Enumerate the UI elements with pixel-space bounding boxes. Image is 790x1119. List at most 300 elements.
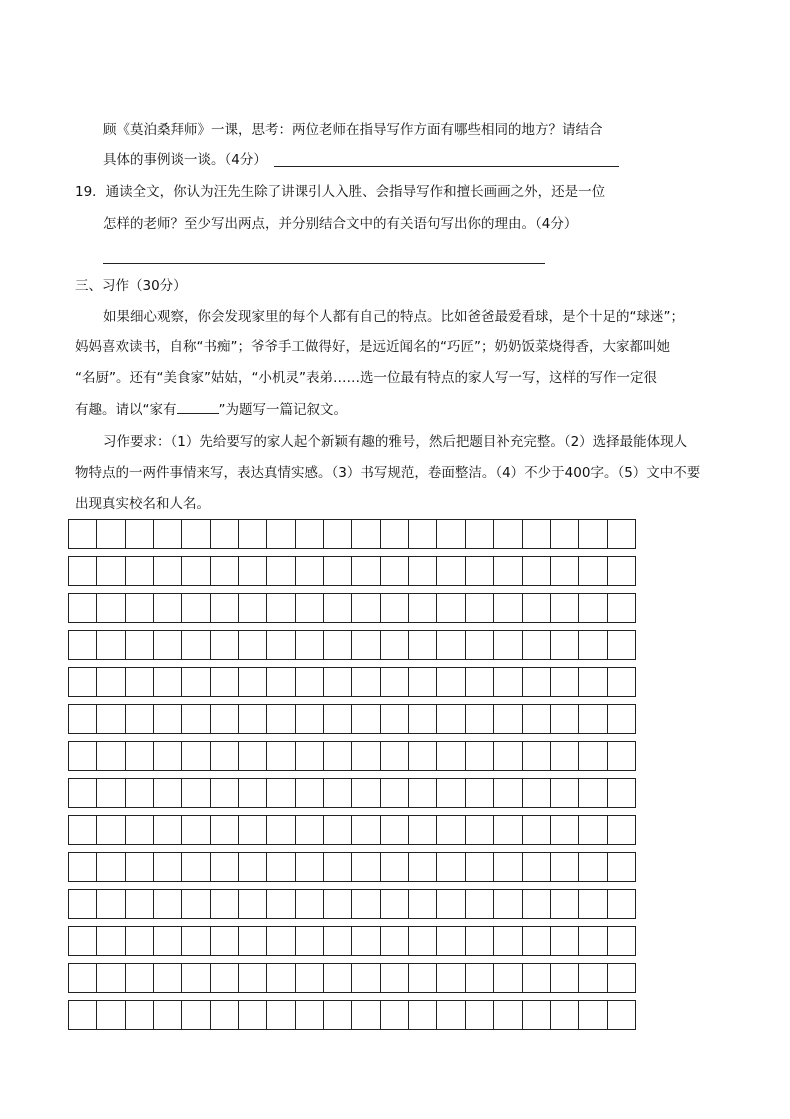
grid-cell[interactable] xyxy=(523,742,551,770)
grid-cell[interactable] xyxy=(381,668,409,696)
grid-cell[interactable] xyxy=(579,816,607,844)
grid-cell[interactable] xyxy=(437,520,465,548)
grid-cell[interactable] xyxy=(551,964,579,992)
grid-cell[interactable] xyxy=(466,594,494,622)
grid-cell[interactable] xyxy=(352,594,380,622)
grid-cell[interactable] xyxy=(409,557,437,585)
grid-cell[interactable] xyxy=(551,594,579,622)
grid-cell[interactable] xyxy=(239,594,267,622)
grid-cell[interactable] xyxy=(68,1001,97,1029)
grid-cell[interactable] xyxy=(296,742,324,770)
grid-cell[interactable] xyxy=(211,668,239,696)
grid-cell[interactable] xyxy=(239,557,267,585)
grid-cell[interactable] xyxy=(68,964,97,992)
grid-cell[interactable] xyxy=(154,779,182,807)
grid-cell[interactable] xyxy=(267,964,295,992)
grid-cell[interactable] xyxy=(68,668,97,696)
grid-cell[interactable] xyxy=(466,853,494,881)
grid-cell[interactable] xyxy=(409,779,437,807)
grid-cell[interactable] xyxy=(409,520,437,548)
grid-cell[interactable] xyxy=(154,705,182,733)
grid-cell[interactable] xyxy=(267,853,295,881)
grid-cell[interactable] xyxy=(239,705,267,733)
grid-cell[interactable] xyxy=(211,779,239,807)
grid-cell[interactable] xyxy=(68,742,97,770)
grid-cell[interactable] xyxy=(267,890,295,918)
prompt-line-4-end: ”为题写一篇记叙文。 xyxy=(218,402,347,418)
grid-cell[interactable] xyxy=(182,816,210,844)
grid-cell[interactable] xyxy=(352,520,380,548)
grid-cell[interactable] xyxy=(381,816,409,844)
grid-cell[interactable] xyxy=(551,557,579,585)
grid-cell[interactable] xyxy=(324,631,352,659)
grid-cell[interactable] xyxy=(523,520,551,548)
grid-cell[interactable] xyxy=(239,816,267,844)
grid-cell[interactable] xyxy=(608,816,636,844)
grid-row xyxy=(68,593,636,622)
grid-cell[interactable] xyxy=(608,631,636,659)
grid-cell[interactable] xyxy=(68,779,97,807)
grid-cell[interactable] xyxy=(97,927,125,955)
grid-cell[interactable] xyxy=(352,557,380,585)
grid-cell[interactable] xyxy=(523,779,551,807)
grid-cell[interactable] xyxy=(551,705,579,733)
grid-cell[interactable] xyxy=(494,520,522,548)
grid-cell[interactable] xyxy=(97,742,125,770)
grid-row xyxy=(68,556,636,585)
grid-row xyxy=(68,667,636,696)
grid-cell[interactable] xyxy=(267,816,295,844)
grid-cell[interactable] xyxy=(126,631,154,659)
grid-cell[interactable] xyxy=(324,816,352,844)
grid-cell[interactable] xyxy=(126,927,154,955)
grid-row xyxy=(68,630,636,659)
grid-cell[interactable] xyxy=(182,520,210,548)
grid-cell[interactable] xyxy=(324,779,352,807)
grid-cell[interactable] xyxy=(182,779,210,807)
grid-cell[interactable] xyxy=(126,742,154,770)
grid-cell[interactable] xyxy=(68,557,97,585)
grid-cell[interactable] xyxy=(494,668,522,696)
grid-row-gap xyxy=(68,585,636,593)
grid-cell[interactable] xyxy=(126,853,154,881)
grid-cell[interactable] xyxy=(579,705,607,733)
grid-cell[interactable] xyxy=(211,594,239,622)
grid-row-gap xyxy=(68,733,636,741)
grid-cell[interactable] xyxy=(182,853,210,881)
grid-cell[interactable] xyxy=(494,853,522,881)
grid-cell[interactable] xyxy=(154,520,182,548)
grid-cell[interactable] xyxy=(239,853,267,881)
grid-cell[interactable] xyxy=(97,668,125,696)
grid-cell[interactable] xyxy=(267,594,295,622)
grid-cell[interactable] xyxy=(381,1001,409,1029)
grid-cell[interactable] xyxy=(68,927,97,955)
grid-cell[interactable] xyxy=(494,557,522,585)
grid-cell[interactable] xyxy=(551,668,579,696)
grid-cell[interactable] xyxy=(608,927,636,955)
grid-row xyxy=(68,704,636,733)
grid-cell[interactable] xyxy=(296,779,324,807)
grid-cell[interactable] xyxy=(267,668,295,696)
grid-cell[interactable] xyxy=(437,927,465,955)
grid-cell[interactable] xyxy=(437,631,465,659)
grid-cell[interactable] xyxy=(579,927,607,955)
grid-cell[interactable] xyxy=(324,668,352,696)
grid-cell[interactable] xyxy=(154,816,182,844)
grid-cell[interactable] xyxy=(466,631,494,659)
grid-cell[interactable] xyxy=(523,705,551,733)
grid-cell[interactable] xyxy=(579,594,607,622)
grid-cell[interactable] xyxy=(68,705,97,733)
grid-cell[interactable] xyxy=(579,779,607,807)
grid-cell[interactable] xyxy=(409,964,437,992)
grid-cell[interactable] xyxy=(154,964,182,992)
requirement-line-2: 物特点的一两件事情来写，表达真情实感。（3）书写规范，卷面整洁。（4）不少于400字。（5）文中不要 xyxy=(75,465,701,481)
grid-cell[interactable] xyxy=(324,557,352,585)
grid-cell[interactable] xyxy=(239,890,267,918)
grid-cell[interactable] xyxy=(466,964,494,992)
grid-cell[interactable] xyxy=(523,927,551,955)
grid-cell[interactable] xyxy=(182,557,210,585)
q18-answer-line[interactable] xyxy=(274,166,619,167)
grid-cell[interactable] xyxy=(579,890,607,918)
grid-cell[interactable] xyxy=(437,594,465,622)
grid-cell[interactable] xyxy=(154,668,182,696)
grid-cell[interactable] xyxy=(182,668,210,696)
grid-cell[interactable] xyxy=(409,594,437,622)
grid-cell[interactable] xyxy=(523,1001,551,1029)
grid-cell[interactable] xyxy=(494,964,522,992)
grid-cell[interactable] xyxy=(466,742,494,770)
grid-cell[interactable] xyxy=(211,816,239,844)
grid-cell[interactable] xyxy=(324,927,352,955)
grid-cell[interactable] xyxy=(409,668,437,696)
grid-cell[interactable] xyxy=(494,779,522,807)
grid-cell[interactable] xyxy=(466,520,494,548)
grid-cell[interactable] xyxy=(466,1001,494,1029)
grid-cell[interactable] xyxy=(409,890,437,918)
grid-cell[interactable] xyxy=(324,742,352,770)
grid-cell[interactable] xyxy=(523,594,551,622)
grid-cell[interactable] xyxy=(211,557,239,585)
grid-cell[interactable] xyxy=(551,890,579,918)
grid-cell[interactable] xyxy=(352,1001,380,1029)
grid-cell[interactable] xyxy=(551,520,579,548)
grid-cell[interactable] xyxy=(409,816,437,844)
grid-cell[interactable] xyxy=(466,705,494,733)
grid-cell[interactable] xyxy=(267,779,295,807)
grid-cell[interactable] xyxy=(211,631,239,659)
grid-cell[interactable] xyxy=(126,557,154,585)
grid-cell[interactable] xyxy=(296,964,324,992)
grid-cell[interactable] xyxy=(182,890,210,918)
grid-cell[interactable] xyxy=(324,964,352,992)
grid-cell[interactable] xyxy=(523,890,551,918)
grid-row xyxy=(68,1000,636,1029)
grid-cell[interactable] xyxy=(551,742,579,770)
grid-cell[interactable] xyxy=(324,890,352,918)
q19-answer-line[interactable] xyxy=(103,263,545,264)
grid-cell[interactable] xyxy=(126,668,154,696)
grid-cell[interactable] xyxy=(154,1001,182,1029)
grid-cell[interactable] xyxy=(409,742,437,770)
grid-cell[interactable] xyxy=(154,557,182,585)
grid-cell[interactable] xyxy=(352,668,380,696)
grid-cell[interactable] xyxy=(494,705,522,733)
grid-cell[interactable] xyxy=(239,964,267,992)
grid-cell[interactable] xyxy=(182,705,210,733)
grid-cell[interactable] xyxy=(437,742,465,770)
grid-cell[interactable] xyxy=(154,594,182,622)
grid-cell[interactable] xyxy=(551,779,579,807)
grid-cell[interactable] xyxy=(126,1001,154,1029)
grid-cell[interactable] xyxy=(352,927,380,955)
grid-cell[interactable] xyxy=(267,520,295,548)
grid-cell[interactable] xyxy=(68,520,97,548)
grid-cell[interactable] xyxy=(494,816,522,844)
grid-cell[interactable] xyxy=(126,520,154,548)
grid-cell[interactable] xyxy=(211,705,239,733)
grid-row-gap xyxy=(68,696,636,704)
grid-cell[interactable] xyxy=(267,557,295,585)
grid-cell[interactable] xyxy=(182,1001,210,1029)
grid-cell[interactable] xyxy=(352,853,380,881)
grid-cell[interactable] xyxy=(523,557,551,585)
grid-cell[interactable] xyxy=(381,520,409,548)
grid-cell[interactable] xyxy=(437,964,465,992)
grid-cell[interactable] xyxy=(409,1001,437,1029)
grid-cell[interactable] xyxy=(409,631,437,659)
grid-cell[interactable] xyxy=(466,890,494,918)
grid-cell[interactable] xyxy=(97,853,125,881)
grid-cell[interactable] xyxy=(437,705,465,733)
grid-cell[interactable] xyxy=(381,964,409,992)
grid-cell[interactable] xyxy=(551,816,579,844)
grid-cell[interactable] xyxy=(154,742,182,770)
grid-cell[interactable] xyxy=(182,594,210,622)
grid-cell[interactable] xyxy=(523,816,551,844)
grid-cell[interactable] xyxy=(523,631,551,659)
grid-cell[interactable] xyxy=(608,779,636,807)
grid-cell[interactable] xyxy=(296,668,324,696)
grid-cell[interactable] xyxy=(296,520,324,548)
grid-cell[interactable] xyxy=(68,890,97,918)
grid-cell[interactable] xyxy=(324,853,352,881)
grid-cell[interactable] xyxy=(381,631,409,659)
grid-cell[interactable] xyxy=(154,853,182,881)
grid-cell[interactable] xyxy=(437,1001,465,1029)
grid-cell[interactable] xyxy=(154,631,182,659)
grid-cell[interactable] xyxy=(608,594,636,622)
grid-cell[interactable] xyxy=(296,927,324,955)
grid-cell[interactable] xyxy=(437,853,465,881)
grid-cell[interactable] xyxy=(437,557,465,585)
composition-grid[interactable] xyxy=(68,519,636,1037)
grid-cell[interactable] xyxy=(267,631,295,659)
grid-cell[interactable] xyxy=(267,1001,295,1029)
grid-cell[interactable] xyxy=(324,705,352,733)
grid-cell[interactable] xyxy=(154,890,182,918)
grid-cell[interactable] xyxy=(324,594,352,622)
grid-cell[interactable] xyxy=(409,927,437,955)
grid-cell[interactable] xyxy=(466,779,494,807)
grid-cell[interactable] xyxy=(211,927,239,955)
grid-cell[interactable] xyxy=(352,890,380,918)
grid-cell[interactable] xyxy=(608,964,636,992)
grid-cell[interactable] xyxy=(437,779,465,807)
grid-cell[interactable] xyxy=(324,520,352,548)
grid-cell[interactable] xyxy=(126,890,154,918)
grid-cell[interactable] xyxy=(409,853,437,881)
grid-cell[interactable] xyxy=(296,890,324,918)
grid-cell[interactable] xyxy=(381,594,409,622)
grid-cell[interactable] xyxy=(466,557,494,585)
grid-cell[interactable] xyxy=(437,816,465,844)
grid-cell[interactable] xyxy=(466,816,494,844)
grid-cell[interactable] xyxy=(296,631,324,659)
grid-cell[interactable] xyxy=(494,890,522,918)
grid-cell[interactable] xyxy=(551,927,579,955)
grid-cell[interactable] xyxy=(523,668,551,696)
grid-cell[interactable] xyxy=(239,927,267,955)
grid-cell[interactable] xyxy=(296,705,324,733)
grid-cell[interactable] xyxy=(352,964,380,992)
grid-cell[interactable] xyxy=(97,890,125,918)
grid-cell[interactable] xyxy=(579,1001,607,1029)
grid-cell[interactable] xyxy=(437,668,465,696)
grid-cell[interactable] xyxy=(239,520,267,548)
grid-cell[interactable] xyxy=(97,816,125,844)
grid-cell[interactable] xyxy=(68,816,97,844)
grid-row-gap xyxy=(68,992,636,1000)
title-blank[interactable] xyxy=(177,399,219,414)
grid-cell[interactable] xyxy=(579,668,607,696)
grid-cell[interactable] xyxy=(182,631,210,659)
grid-row xyxy=(68,889,636,918)
grid-cell[interactable] xyxy=(352,816,380,844)
grid-cell[interactable] xyxy=(579,520,607,548)
grid-cell[interactable] xyxy=(381,557,409,585)
grid-cell[interactable] xyxy=(466,668,494,696)
grid-cell[interactable] xyxy=(68,853,97,881)
grid-cell[interactable] xyxy=(296,816,324,844)
grid-cell[interactable] xyxy=(352,631,380,659)
grid-cell[interactable] xyxy=(608,705,636,733)
grid-cell[interactable] xyxy=(126,705,154,733)
grid-cell[interactable] xyxy=(352,742,380,770)
grid-cell[interactable] xyxy=(437,890,465,918)
grid-cell[interactable] xyxy=(352,705,380,733)
grid-cell[interactable] xyxy=(239,779,267,807)
grid-cell[interactable] xyxy=(494,594,522,622)
grid-cell[interactable] xyxy=(494,1001,522,1029)
grid-cell[interactable] xyxy=(608,742,636,770)
grid-cell[interactable] xyxy=(381,779,409,807)
grid-cell[interactable] xyxy=(551,631,579,659)
grid-cell[interactable] xyxy=(267,705,295,733)
grid-cell[interactable] xyxy=(381,742,409,770)
grid-cell[interactable] xyxy=(381,853,409,881)
grid-cell[interactable] xyxy=(182,964,210,992)
grid-cell[interactable] xyxy=(494,742,522,770)
grid-cell[interactable] xyxy=(68,594,97,622)
grid-cell[interactable] xyxy=(97,520,125,548)
grid-cell[interactable] xyxy=(466,927,494,955)
grid-cell[interactable] xyxy=(608,1001,636,1029)
grid-cell[interactable] xyxy=(239,742,267,770)
grid-cell[interactable] xyxy=(126,964,154,992)
grid-cell[interactable] xyxy=(523,853,551,881)
grid-cell[interactable] xyxy=(551,853,579,881)
grid-cell[interactable] xyxy=(296,557,324,585)
grid-cell[interactable] xyxy=(352,779,380,807)
grid-cell[interactable] xyxy=(239,631,267,659)
grid-cell[interactable] xyxy=(579,557,607,585)
grid-cell[interactable] xyxy=(296,1001,324,1029)
grid-row xyxy=(68,815,636,844)
grid-cell[interactable] xyxy=(296,853,324,881)
grid-cell[interactable] xyxy=(68,631,97,659)
grid-cell[interactable] xyxy=(97,1001,125,1029)
grid-cell[interactable] xyxy=(579,742,607,770)
grid-cell[interactable] xyxy=(239,1001,267,1029)
grid-cell[interactable] xyxy=(211,853,239,881)
grid-cell[interactable] xyxy=(267,742,295,770)
grid-cell[interactable] xyxy=(182,742,210,770)
grid-cell[interactable] xyxy=(381,890,409,918)
grid-cell[interactable] xyxy=(126,779,154,807)
grid-cell[interactable] xyxy=(211,890,239,918)
grid-cell[interactable] xyxy=(579,964,607,992)
grid-cell[interactable] xyxy=(211,520,239,548)
grid-cell[interactable] xyxy=(211,1001,239,1029)
grid-cell[interactable] xyxy=(97,557,125,585)
grid-cell[interactable] xyxy=(381,705,409,733)
grid-cell[interactable] xyxy=(97,779,125,807)
grid-cell[interactable] xyxy=(126,594,154,622)
requirement-line-3: 出现真实校名和人名。 xyxy=(75,496,210,512)
grid-cell[interactable] xyxy=(324,1001,352,1029)
grid-cell[interactable] xyxy=(154,927,182,955)
grid-cell[interactable] xyxy=(97,594,125,622)
grid-cell[interactable] xyxy=(494,631,522,659)
grid-cell[interactable] xyxy=(97,705,125,733)
grid-cell[interactable] xyxy=(97,964,125,992)
grid-cell[interactable] xyxy=(409,705,437,733)
grid-cell[interactable] xyxy=(97,631,125,659)
grid-cell[interactable] xyxy=(211,742,239,770)
grid-cell[interactable] xyxy=(126,816,154,844)
grid-cell[interactable] xyxy=(523,964,551,992)
grid-cell[interactable] xyxy=(608,557,636,585)
grid-cell[interactable] xyxy=(608,853,636,881)
q18-line-1: 顾《莫泊桑拜师》一课，思考：两位老师在指导写作方面有哪些相同的地方？请结合 xyxy=(103,122,603,138)
grid-cell[interactable] xyxy=(182,927,210,955)
grid-cell[interactable] xyxy=(381,927,409,955)
grid-cell[interactable] xyxy=(579,631,607,659)
grid-cell[interactable] xyxy=(494,927,522,955)
grid-cell[interactable] xyxy=(296,594,324,622)
grid-cell[interactable] xyxy=(211,964,239,992)
grid-cell[interactable] xyxy=(608,890,636,918)
grid-cell[interactable] xyxy=(551,1001,579,1029)
grid-cell[interactable] xyxy=(608,520,636,548)
grid-cell[interactable] xyxy=(608,668,636,696)
grid-cell[interactable] xyxy=(267,927,295,955)
grid-cell[interactable] xyxy=(239,668,267,696)
grid-cell[interactable] xyxy=(579,853,607,881)
